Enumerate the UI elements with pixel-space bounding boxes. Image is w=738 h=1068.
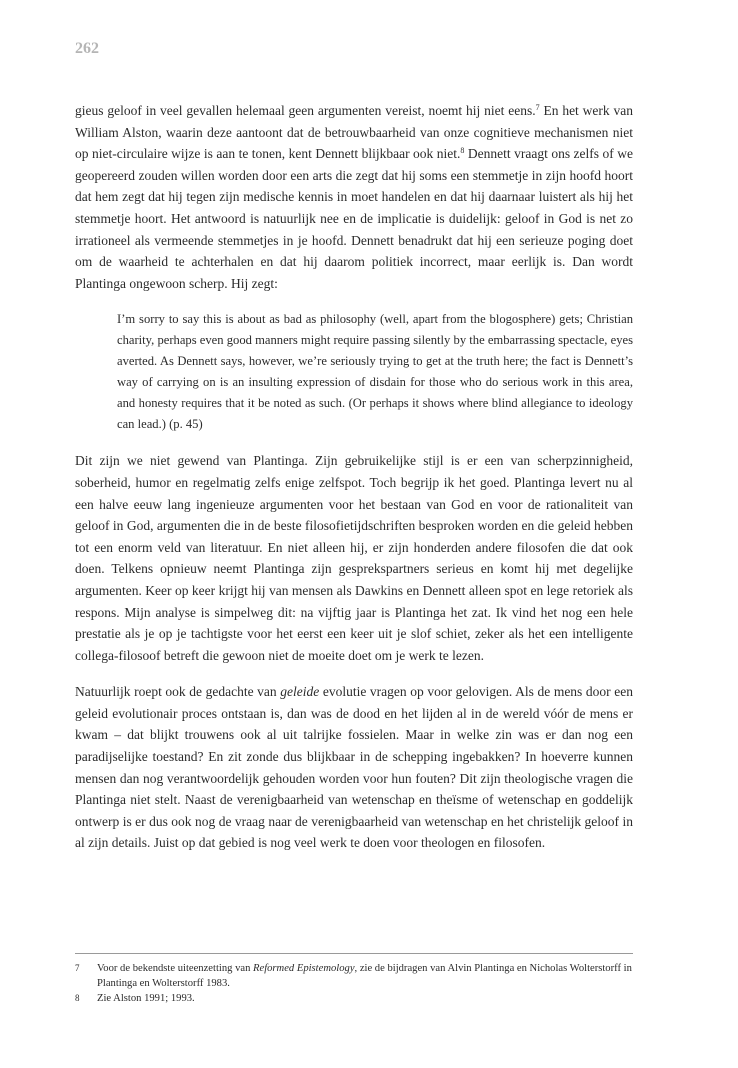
footnote-8 — [75, 991, 633, 1006]
footnote-number: 7 — [75, 963, 80, 973]
footnote-ref-8[interactable]: 8 — [460, 146, 465, 156]
footnote-emphasis: Reformed Epistemology — [253, 963, 355, 974]
block-quote: I’m sorry to say this is about as bad as philosophy (well, apart from the blogosphere) gets; Christian charity, perhaps even good manners might require passing silently by the embarrassing spectacle, eyes averted. As Dennett says, however, we’re seriously trying to get at the truth here; the fact is Dennett’s way of carrying on is an insulting expression of disdain for those who do serious work in this area, and honesty requires that it be noted as such. (Or perhaps it shows where blind allegiance to ideology can lead.) (p. 45) — [117, 312, 633, 432]
paragraph-3 — [75, 681, 633, 854]
paragraph-1-part-2: En het werk van William Alston, waarin deze aantoont dat de betrouwbaarheid van onze cognitieve mechanismen niet op niet-circulaire wijze is aan te tonen, kent Dennett blijkbaar ook niet. — [75, 103, 633, 162]
footnote-text: Zie Alston 1991; 1993. — [97, 993, 195, 1004]
footnotes — [75, 953, 633, 1006]
footnote-7 — [75, 961, 633, 991]
paragraph-3-part-1: Natuurlijk roept ook de gedachte van — [75, 684, 281, 700]
body-text — [75, 100, 633, 854]
paragraph-1-part-3: Dennett vraagt ons zelfs of we geopereerd zouden willen worden door een arts die zegt dat hij soms een stemmetje in zijn hoofd hoort dat hem zegt dat hij tegen zijn medische kennis in moet handelen en dat hij daarnaar luistert als hij het stemmetje hoort. Het antwoord is natuurlijk nee en de implicatie is duidelijk: geloof in God is net zo irrationeel als vermeende stemmetjes in je hoofd. Dennett benadrukt dat hij een serieuze poging doet om de waarheid te achterhalen en dat hij daarom politiek incorrect, maar eerlijk is. Dan wordt Plantinga ongewoon scherp. Hij zegt: — [75, 146, 633, 291]
paragraph-3-emphasis: geleide — [280, 684, 320, 700]
footnote-text — [97, 961, 633, 991]
footnote-ref-7[interactable]: 7 — [535, 103, 540, 112]
footnote-number: 8 — [75, 993, 80, 1003]
paragraph-1-part-1: gieus geloof in veel gevallen helemaal geen argumenten vereist, noemt hij niet eens. — [75, 103, 536, 118]
page-number: 262 — [75, 40, 99, 57]
footnote-text-part-1: Voor de bekendste uiteenzetting van — [97, 963, 254, 974]
footnote-text-part-2: , zie de bijdragen van Alvin Plantinga en Nicholas Wolterstorff in Plantinga en Wolterstorff 1983. — [97, 963, 632, 989]
paragraph-2: Dit zijn we niet gewend van Plantinga. Zijn gebruikelijke stijl is er een van scherpzinnigheid, soberheid, humor en regelmatig zelfs enige zelfspot. Toch begrijp ik het goed. Plantinga levert nu al een halve eeuw lang ingenieuze argumenten voor het bestaan van God en voor de rationaliteit van geloof in God, argumenten die in de beste filosofietijdschriften besproken worden en die geleid hebben tot een enorm veld van literatuur. En niet alleen hij, er zijn honderden andere filosofen die dat ook doen. Telkens opnieuw neemt Plantinga zijn gesprekspartners serieus en komt hij met degelijke argumenten. Keer op keer krijgt hij van mensen als Dawkins en Dennett alleen spot en lege retoriek als respons. Mijn analyse is simpelweg dit: na vijftig jaar is Plantinga het zat. Ik vind het nog een hele prestatie als je op je tachtigste voor het eerst een keer uit je slof schiet, zeker als het een intelligente collega-filosoof betreft die gewoon niet de moeite doet om je werk te lezen. — [75, 453, 633, 663]
paragraph-3-part-2: evolutie vragen op voor gelovigen. Als de mens door een geleid evolutionair proces ontstaan is, dan was de dood en het lijden al in de wereld vóór de mens er kwam – dat blijkt trouwens ook al uit talrijke fossielen. Maar in welke zin was er dan nog een paradijselijke toestand? En zit zonde dus blijkbaar in de schepping ingebakken? In hoeverre kunnen mensen dan nog verantwoordelijk gehouden worden voor hun fouten? Dit zijn theologische vragen die Plantinga niet stelt. Naast de verenigbaarheid van wetenschap en theïsme of wetenschap en goddelijk ontwerp is er dus ook nog de vraag naar de verenigbaarheid van wetenschap en het christelijk geloof in al zijn details. Juist op dat gebied is nog veel werk te doen voor theologen en filosofen. — [75, 684, 633, 851]
paragraph-1 — [75, 100, 633, 294]
